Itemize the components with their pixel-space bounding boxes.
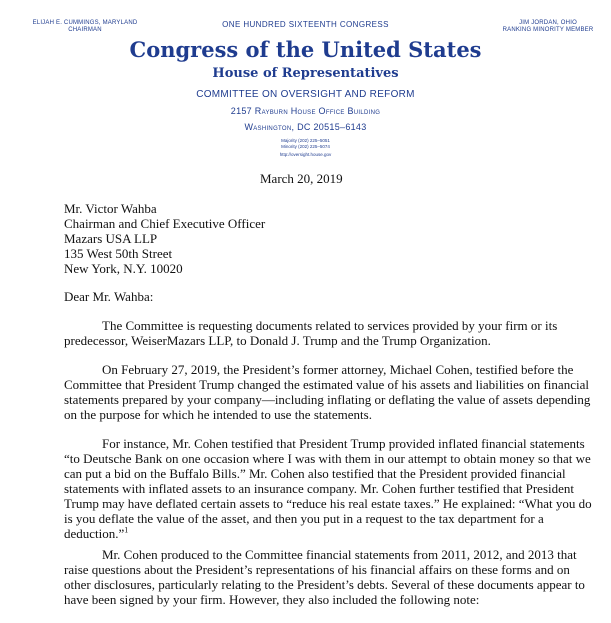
phone-block: [250, 138, 361, 158]
paragraph-3-text: For instance, Mr. Cohen testified that President Trump provided inflated financial statements “to Deutsche Bank on one occasion where I was with them in our attempt to obtain money so that we can put a bid on the Buffalo Bills.” Mr. Cohen also testified that the President provided financial statements with inflated assets to an insurance company. Mr. Cohen further testified that President Trump may have deflated certain assets to “reduce his real estate taxes.” He explained: “What you do is you deflate the value of the asset, and then you put in a request to the tax department for a deduction.”: [64, 436, 592, 541]
paragraph-3: [64, 436, 599, 541]
paragraph-4: Mr. Cohen produced to the Committee financial statements from 2011, 2012, and 2013 that raise questions about the President’s representations of his financial affairs on these forms and on other disclosures, particularly relating to the President’s debts. Several of these documents appear to have been signed by your firm. However, they also included the following note:: [64, 547, 585, 607]
majority-phone: Majority (202) 225–5051: [281, 138, 330, 143]
ranking-member-title: RANKING MINORITY MEMBER: [502, 27, 594, 33]
recipient-company: Mazars USA LLP: [64, 231, 158, 246]
house-title: House of Representatives: [212, 66, 399, 81]
congress-title: Congress of the United States: [129, 37, 482, 62]
chairman-title: CHAIRMAN: [68, 27, 102, 33]
paragraph-1: The Committee is requesting documents related to services provided by your firm or its predecessor, WeiserMazars LLP, to Donald J. Trump and the Trump Organization.: [64, 318, 558, 348]
address-line-1: 2157 Rayburn House Office Building: [230, 106, 381, 116]
address-line-2: Washington, DC 20515–6143: [244, 122, 367, 132]
recipient-title: Chairman and Chief Executive Officer: [64, 216, 266, 231]
recipient-name: Mr. Victor Wahba: [64, 201, 157, 216]
footnote-marker: 1: [124, 525, 129, 535]
recipient-city: New York, N.Y. 10020: [64, 261, 183, 276]
ranking-member-block: [488, 20, 608, 34]
minority-phone: Minority (202) 225–5074: [281, 144, 330, 149]
chairman-name: ELIJAH E. CUMMINGS, MARYLAND: [32, 20, 138, 26]
salutation: Dear Mr. Wahba:: [64, 289, 154, 304]
letter-date: March 20, 2019: [260, 171, 343, 186]
ranking-member-name: JIM JORDAN, OHIO: [519, 20, 577, 26]
website: http://oversight.house.gov: [279, 152, 332, 157]
paragraph-2: On February 27, 2019, the President’s former attorney, Michael Cohen, testified before the Committee that President Trump changed the estimated value of his assets and liabilities on financial statements prepared by your company—including inflating or deflating the value of assets depending on the purpose for which he intended to use the statements.: [64, 362, 591, 422]
recipient-street: 135 West 50th Street: [64, 246, 173, 261]
chairman-block: [10, 20, 160, 34]
committee-name: COMMITTEE ON OVERSIGHT AND REFORM: [196, 89, 415, 100]
recipient-address: [64, 201, 464, 276]
congress-session: ONE HUNDRED SIXTEENTH CONGRESS: [222, 20, 389, 29]
